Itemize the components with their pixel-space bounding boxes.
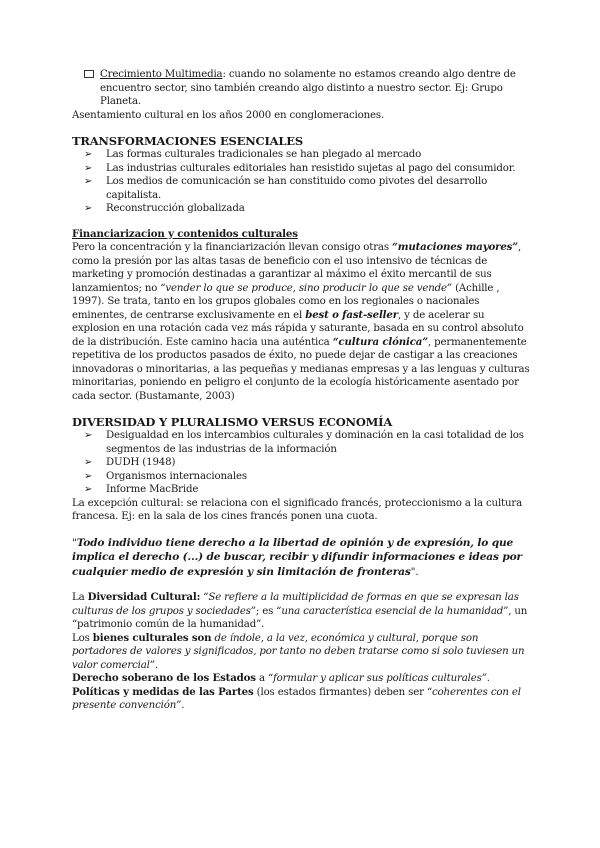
arrow-bullet-icon: ➢	[84, 162, 93, 174]
arrow-bullet-icon: ➢	[84, 457, 93, 468]
paragraph: Derecho soberano de los Estados a “formular y aplicar sus políticas culturales”.	[72, 672, 490, 684]
paragraph: Pero la concentración y la financiarización llevan consigo otras “mutaciones mayores”, como la presión por las altas tasas de beneficio con el uso intensivo de técnicas de marketing y promoción destinadas a garantizar al máximo el éxito mercantil de sus lanzamientos; no “vender lo que se produce, sino producir lo que se vende” (Achille , 1997). Se trata, tanto en los grupos globales como en los regionales o nacionales eminentes, de centrarse exclusivamente en el best o fast-seller, y de acelerar su explosion en una rotación cada vez más rápida y saturante, basada en su control absoluto de la distribución. Este camino hacia una auténtica “cultura clónica”, permanentemente repetitiva de los productos pasados de éxito, no puede dejar de castigar a las creaciones innovadoras o minoritarias, a las pequeñas y medianas empresas y a las lenguas y culturas minoritarias, poniendo en peligro el conjunto de la ecología históricamente asentado por cada sector. (Bustamante, 2003)	[72, 241, 530, 402]
arrow-bullet-icon: ➢	[84, 470, 93, 482]
arrow-bullet-icon: ➢	[84, 176, 93, 187]
paragraph: La excepción cultural: se relaciona con el significado francés, proteccionismo a la cultura francesa. Ej: en la sala de los cines francés ponen una cuota.	[72, 497, 523, 522]
list-item	[72, 470, 532, 484]
list-item	[72, 68, 532, 109]
paragraph: Políticas y medidas de las Partes (los estados firmantes) deben ser “coherentes con el presente convención”.	[72, 685, 521, 711]
paragraph: Asentamiento cultural en los años 2000 en conglomeraciones.	[72, 109, 385, 121]
list-item	[72, 456, 532, 470]
list-item	[72, 483, 532, 497]
checkbox-bullet-icon	[84, 70, 94, 78]
list-item-text: : cuando no solamente no estamos creando algo dentre de encuentro sector, sino también creando algo distinto a nuestro sector. Ej: Grupo Planeta.	[100, 69, 516, 107]
list-item-text: Reconstrucción globalizada	[106, 203, 245, 214]
list-item-text: Desigualdad en los intercambios culturales y dominación en la casi totalidad de los segmentos de las industrias de la información	[106, 430, 524, 455]
arrow-bullet-icon: ➢	[84, 484, 93, 495]
paragraph: La Diversidad Cultural: “Se refiere a la multiplicidad de formas en que se expresan las culturas de los grupos y sociedades”; es “una característica esencial de la humanidad”, un “patrimonio común de la humanidad”.	[72, 591, 528, 630]
arrow-bullet-icon: ➢	[84, 149, 93, 160]
arrow-bullet-icon: ➢	[84, 430, 93, 441]
section-heading: DIVERSIDAD Y PLURALISMO VERSUS ECONOMÍA	[72, 415, 393, 429]
section-heading: TRANSFORMACIONES ESENCIALES	[72, 134, 303, 148]
arrow-bullet-icon: ➢	[84, 203, 93, 214]
list-item-text: Las formas culturales tradicionales se han plegado al mercado	[106, 149, 422, 160]
list-item-text: Organismos internacionales	[106, 470, 247, 482]
list-item-title: Crecimiento Multimedia	[100, 69, 223, 80]
list-item	[72, 175, 532, 202]
list-item	[72, 202, 532, 216]
paragraph: Los bienes culturales son de índole, a la vez, económica y cultural, porque son portadores de valores y significados, por tanto no deben tratarse como si solo tuviesen un valor comercial”.	[72, 631, 525, 671]
quote-block: "Todo individuo tiene derecho a la libertad de opinión y de expresión, lo que implica el derecho (...) de buscar, recibir y difundir informaciones e ideas por cualquier medio de expresión y sin limitación de fronteras".	[72, 536, 522, 578]
section-heading-underlined: Financiarizacion y contenidos culturales	[72, 227, 298, 240]
document-page	[72, 68, 532, 713]
list-item-text: Informe MacBride	[106, 484, 199, 495]
list-item	[72, 429, 532, 456]
list-item	[72, 162, 532, 176]
list-item	[72, 148, 532, 162]
list-item-text: DUDH (1948)	[106, 457, 176, 468]
list-item-text: Los medios de comunicación se han constituido como pivotes del desarrollo capitalista.	[106, 176, 488, 201]
list-item-text: Las industrias culturales editoriales han resistido sujetas al pago del consumidor.	[106, 162, 516, 174]
